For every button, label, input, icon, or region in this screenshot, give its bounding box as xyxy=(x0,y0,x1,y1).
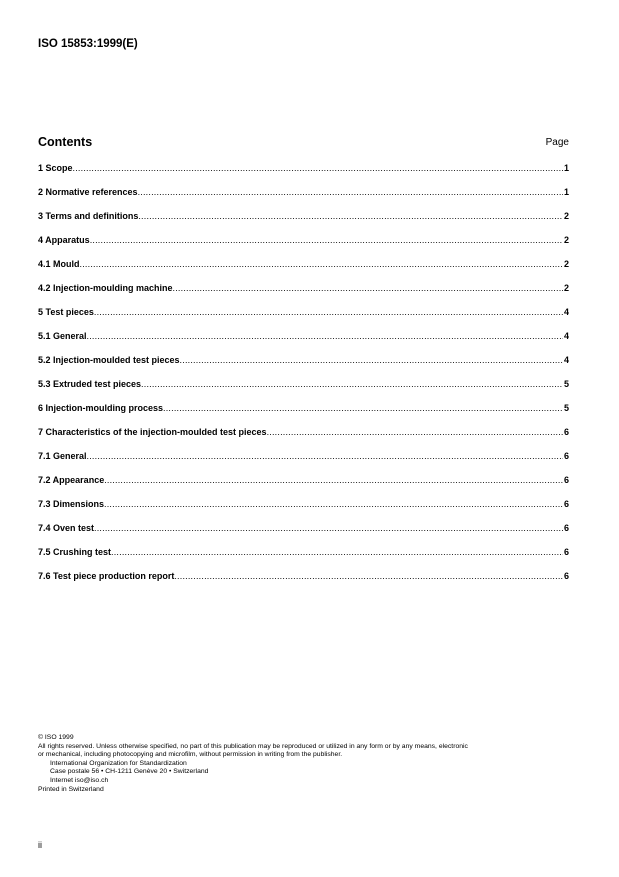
document-id: ISO 15853:1999(E) xyxy=(38,38,138,50)
toc-entry[interactable] xyxy=(38,547,569,571)
page-number: ii xyxy=(38,840,42,850)
page-column-label: Page xyxy=(545,137,569,148)
internet-contact: Internet iso@iso.ch xyxy=(50,776,109,784)
toc-entry-page: 2 xyxy=(563,211,569,221)
toc-entry[interactable] xyxy=(38,259,569,283)
toc-dot-leader xyxy=(138,211,563,221)
toc-entry-page: 2 xyxy=(563,259,569,269)
toc-entry-page: 4 xyxy=(563,307,569,317)
toc-entry-label: 5.3 Extruded test pieces xyxy=(38,379,142,389)
toc-dot-leader xyxy=(163,403,563,413)
toc-entry[interactable] xyxy=(38,379,569,403)
toc-dot-leader xyxy=(87,451,563,461)
toc-entry-label: 4 Apparatus xyxy=(38,235,90,245)
toc-dot-leader xyxy=(104,499,563,509)
toc-entry[interactable] xyxy=(38,187,569,211)
toc-entry-page: 5 xyxy=(563,403,569,413)
toc-entry[interactable] xyxy=(38,355,569,379)
toc-entry[interactable] xyxy=(38,427,569,451)
toc-entry-label: 7.6 Test piece production report xyxy=(38,571,175,581)
toc-entry-page: 6 xyxy=(563,523,569,533)
toc-entry[interactable] xyxy=(38,523,569,547)
toc-entry[interactable] xyxy=(38,499,569,523)
toc-dot-leader xyxy=(87,331,563,341)
toc-dot-leader xyxy=(111,547,563,557)
toc-entry-page: 4 xyxy=(563,355,569,365)
toc-entry-label: 4.2 Injection-moulding machine xyxy=(38,283,173,293)
toc-entry-label: 7.1 General xyxy=(38,451,87,461)
organization-name: International Organization for Standardization xyxy=(50,759,187,767)
toc-entry-page: 1 xyxy=(563,187,569,197)
toc-entry-label: 6 Injection-moulding process xyxy=(38,403,164,413)
toc-entry-page: 6 xyxy=(563,571,569,581)
toc-entry-label: 2 Normative references xyxy=(38,187,138,197)
toc-entry[interactable] xyxy=(38,571,569,595)
organization-address: Case postale 56 • CH-1211 Genève 20 • Switzerland xyxy=(50,768,209,776)
toc-entry[interactable] xyxy=(38,451,569,475)
toc-entry-page: 6 xyxy=(563,547,569,557)
printed-in: Printed in Switzerland xyxy=(38,785,104,793)
toc-entry-label: 7.2 Appearance xyxy=(38,475,105,485)
toc-entry-page: 6 xyxy=(563,499,569,509)
toc-entry-label: 7.5 Crushing test xyxy=(38,547,112,557)
toc-entry-page: 4 xyxy=(563,331,569,341)
toc-dot-leader xyxy=(73,163,563,173)
toc-dot-leader xyxy=(90,235,563,245)
contents-title: Contents xyxy=(38,135,93,149)
toc-entry-page: 2 xyxy=(563,283,569,293)
toc-entry-label: 5 Test pieces xyxy=(38,307,94,317)
toc-entry-page: 1 xyxy=(563,163,569,173)
toc-entry-label: 4.1 Mould xyxy=(38,259,80,269)
copyright-footer xyxy=(38,734,573,794)
toc-dot-leader xyxy=(173,283,563,293)
toc-entry-label: 1 Scope xyxy=(38,163,73,173)
toc-entry-page: 6 xyxy=(563,427,569,437)
toc-dot-leader xyxy=(174,571,563,581)
table-of-contents xyxy=(38,163,569,595)
toc-dot-leader xyxy=(94,307,563,317)
toc-dot-leader xyxy=(80,259,563,269)
toc-entry[interactable] xyxy=(38,475,569,499)
toc-entry[interactable] xyxy=(38,283,569,307)
toc-entry[interactable] xyxy=(38,403,569,427)
toc-dot-leader xyxy=(267,427,563,437)
toc-entry-label: 7.4 Oven test xyxy=(38,523,95,533)
toc-entry-page: 6 xyxy=(563,475,569,485)
rights-text-line-2: or mechanical, including photocopying and microfilm, without permission in writing from the publisher. xyxy=(38,751,343,759)
toc-entry[interactable] xyxy=(38,307,569,331)
rights-text-line-1: All rights reserved. Unless otherwise specified, no part of this publication may be reproduced or utilized in any form or by any means, electronic xyxy=(38,742,468,750)
toc-entry-label: 5.2 Injection-moulded test pieces xyxy=(38,355,180,365)
toc-entry-label: 3 Terms and definitions xyxy=(38,211,139,221)
toc-entry-label: 5.1 General xyxy=(38,331,87,341)
toc-entry-page: 5 xyxy=(563,379,569,389)
toc-entry-label: 7.3 Dimensions xyxy=(38,499,105,509)
toc-entry-label: 7 Characteristics of the injection-moulded test pieces xyxy=(38,427,267,437)
toc-entry-page: 6 xyxy=(563,451,569,461)
toc-dot-leader xyxy=(104,475,563,485)
toc-dot-leader xyxy=(141,379,563,389)
toc-entry[interactable] xyxy=(38,163,569,187)
toc-entry[interactable] xyxy=(38,235,569,259)
copyright-line: © ISO 1999 xyxy=(38,734,74,741)
toc-entry[interactable] xyxy=(38,211,569,235)
toc-dot-leader xyxy=(138,187,563,197)
toc-entry[interactable] xyxy=(38,331,569,355)
toc-entry-page: 2 xyxy=(563,235,569,245)
toc-dot-leader xyxy=(180,355,563,365)
toc-dot-leader xyxy=(94,523,563,533)
